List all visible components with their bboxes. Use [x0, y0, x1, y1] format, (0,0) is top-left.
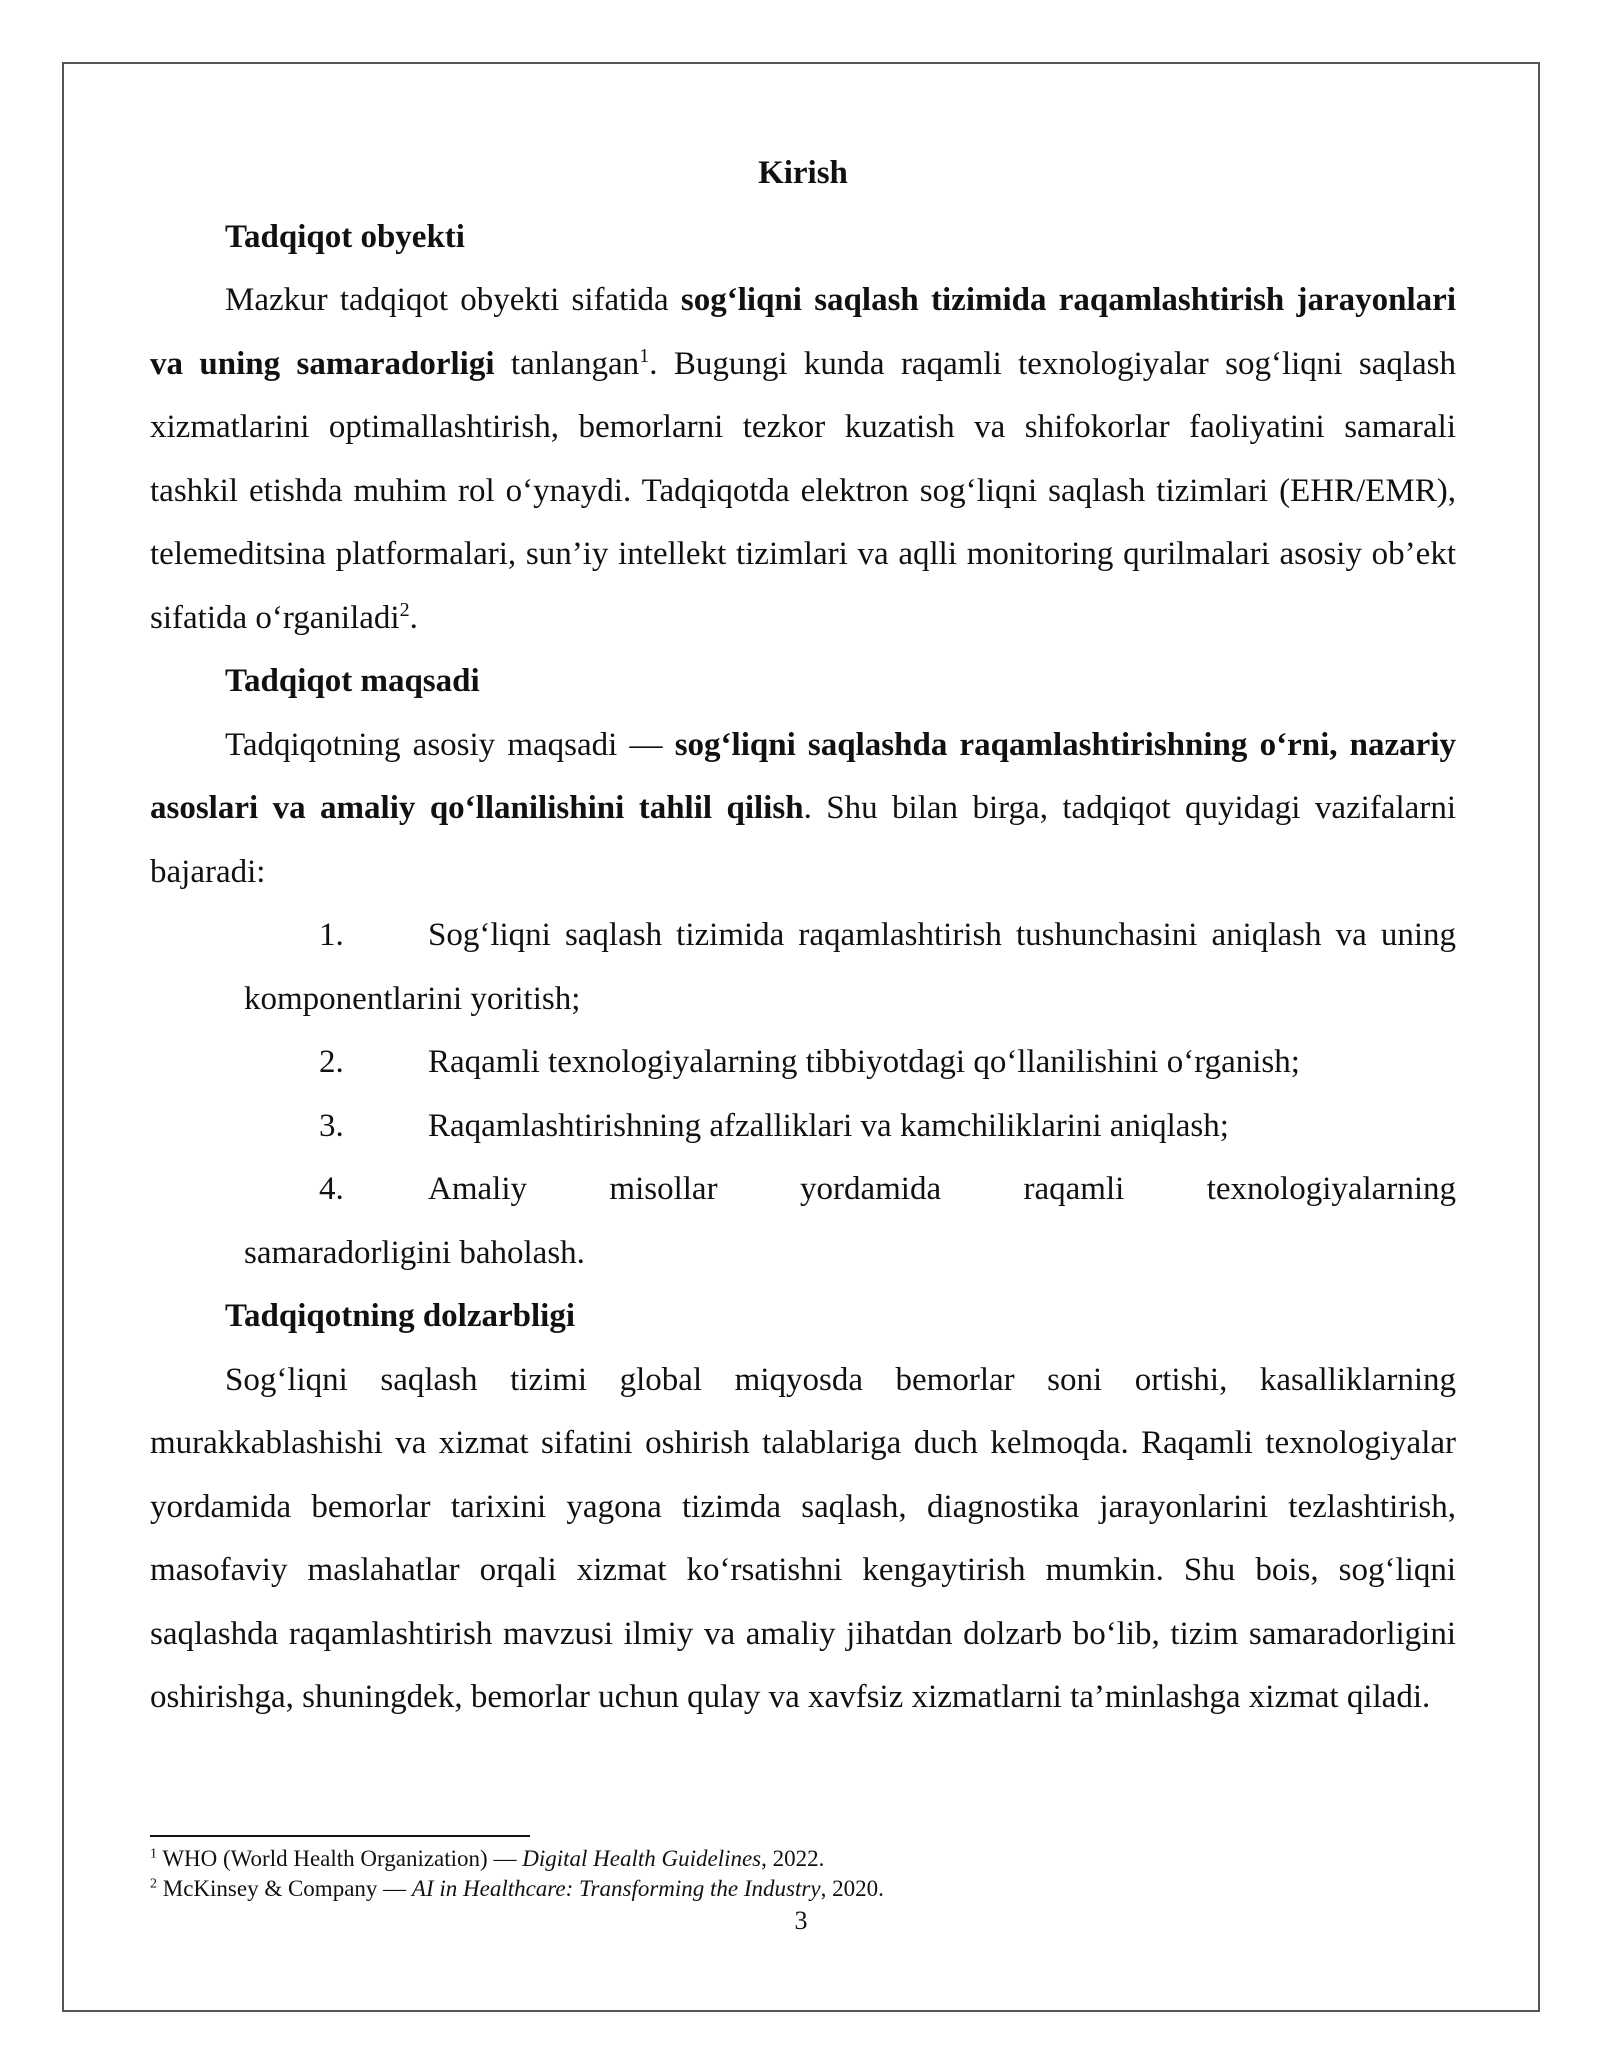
footnote-number: 1: [150, 1846, 157, 1862]
paragraph-obyekt: [150, 269, 1456, 650]
section-heading-dolzarblik: Tadqiqotning dolzarbligi: [225, 1298, 575, 1334]
paragraph-text: tanlangan: [494, 345, 640, 382]
footnote-ref-1: 1: [639, 344, 650, 367]
list-item-3: [150, 1095, 1456, 1159]
list-text: Amaliy misollar yordamida raqamli texnologiyalarning: [428, 1171, 1456, 1207]
footnote-title: Digital Health Guidelines: [522, 1846, 762, 1871]
list-text: Raqamli texnologiyalarning tibbiyotdagi qo‘llanilishini o‘rganish;: [428, 1044, 1300, 1080]
footnote-1: [150, 1844, 1456, 1874]
list-item-4-line-1: [150, 1158, 1456, 1222]
list-number: 3.: [319, 1107, 344, 1144]
footnote-number: 2: [150, 1876, 157, 1892]
footnote-text: WHO (World Health Organization) —: [157, 1846, 523, 1871]
list-number: 1.: [319, 917, 344, 953]
footnote-text: , 2020.: [820, 1876, 884, 1901]
paragraph-text: . Bugungi kunda raqamli texnologiyalar sog‘liqni saqlash xizmatlarini optimallashtirish, bemorlarni tezkor kuzatish va shifokorlar faoliyatini samarali tashkil etishda muhim rol o‘ynaydi. Tadqiqotda elektron sog‘liqni saqlash tizimlari (EHR/EMR), telemeditsina platformalari, sun’iy intellekt tizimlari va aqlli monitoring qurilmalari asosiy ob’ekt sifatida o‘rganiladi: [150, 345, 1457, 636]
footnotes: [150, 1844, 1456, 1904]
paragraph-text: Tadqiqotning asosiy maqsadi —: [225, 726, 675, 763]
list-number: 4.: [319, 1171, 344, 1207]
footnote-text: McKinsey & Company —: [157, 1876, 412, 1901]
list-item-1: [150, 904, 1456, 1031]
paragraph-text: .: [409, 599, 418, 636]
footnote-text: , 2022.: [761, 1846, 825, 1871]
page-content: [150, 142, 1456, 1730]
list-text: Raqamlashtirishning afzalliklari va kamchiliklarini aniqlash;: [428, 1107, 1229, 1144]
paragraph-text: . Shu bilan birga, tadqiqot quyidagi vazifalarni bajaradi:: [150, 790, 1456, 890]
list-item-4-line-2: samaradorligini baholash.: [244, 1234, 585, 1271]
paragraph-dolzarblik: Sog‘liqni saqlash tizimi global miqyosda bemorlar soni ortishi, kasalliklarning murakkablashishi va xizmat sifatini oshirish talablariga duch kelmoqda. Raqamli texnologiyalar yordamida bemorlar tarixini yagona tizimda saqlash, diagnostika jarayonlarini tezlashtirish, masofaviy maslahatlar orqali xizmat ko‘rsatishni kengaytirish mumkin. Shu bois, sog‘liqni saqlashda raqamlashtirish mavzusi ilmiy va amaliy jihatdan dolzarb bo‘lib, tizim samaradorligini oshirishga, shuningdek, bemorlar uchun qulay va xavfsiz xizmatlarni ta’minlashga xizmat qiladi.: [150, 1361, 1456, 1715]
section-heading-obyekt: Tadqiqot obyekti: [225, 218, 465, 255]
paragraph-bold-text: sog‘liqni saqlash tizimida raqamlashtirish jarayonlari va uning samaradorligi: [150, 282, 1456, 382]
footnote-title: AI in Healthcare: Transforming the Industry: [411, 1876, 821, 1901]
paragraph-bold-text: sog‘liqni saqlashda raqamlashtirishning o‘rni, nazariy asoslari va amaliy qo‘llanilishini tahlil qilish: [150, 726, 1456, 826]
paragraph-maqsad: [150, 714, 1456, 905]
list-item-2: [150, 1031, 1456, 1095]
list-number: 2.: [319, 1044, 344, 1080]
page-number: 3: [794, 1906, 808, 1935]
list-text: Sog‘liqni saqlash tizimida raqamlashtirish tushunchasini aniqlash va uning komponentlarini yoritish;: [244, 917, 1456, 1017]
document-page: [62, 62, 1540, 2012]
footnote-2: [150, 1874, 1456, 1904]
paragraph-text: Mazkur tadqiqot obyekti sifatida: [225, 282, 681, 318]
footnote-ref-2: 2: [399, 598, 410, 621]
section-heading-maqsad: Tadqiqot maqsadi: [225, 663, 480, 699]
page-title: Kirish: [758, 155, 848, 191]
footnote-separator: [150, 1835, 530, 1837]
